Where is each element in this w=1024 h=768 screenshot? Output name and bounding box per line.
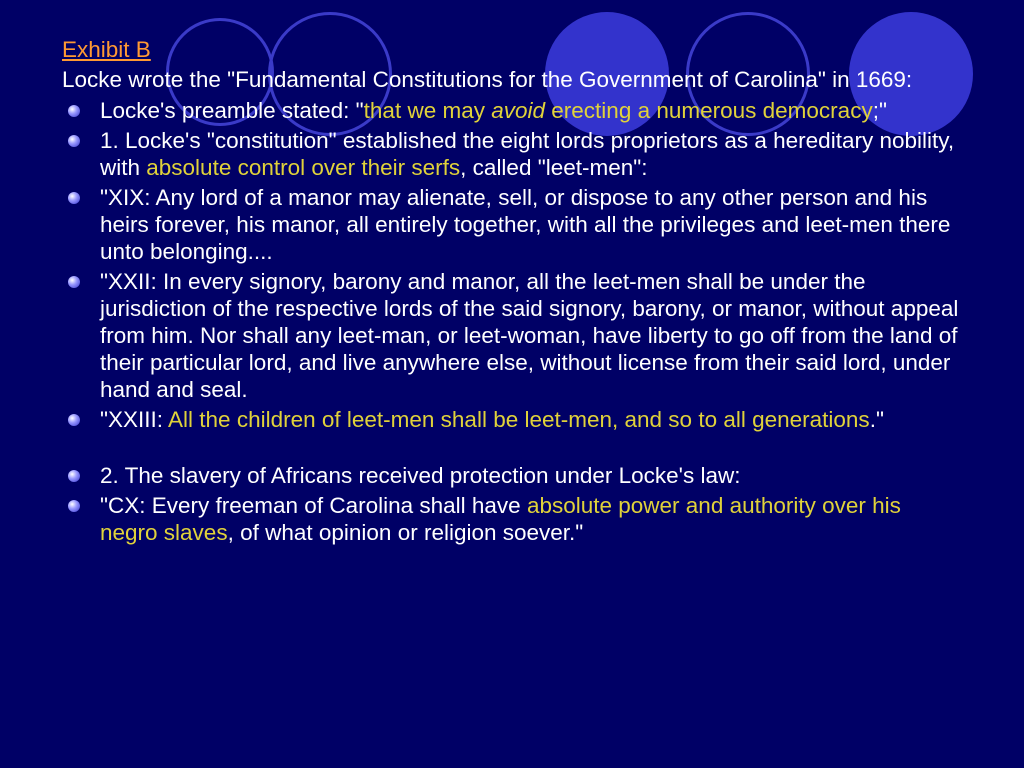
bullet-text: "XXII: In every signory, barony and manor, all the leet-men shall be under the jurisdiction of the respective lords of the said signory, barony, or manor, without appeal from him. Nor shall any leet-man, or leet-woman, have liberty to go off from the land of their particular lord, and live anywhere else, without license from their said lord, under hand and seal. [100, 269, 959, 402]
bullet-text: , of what opinion or religion soever." [227, 520, 584, 545]
highlighted-text: absolute power and authority over his negro slaves [100, 493, 901, 545]
list-item [62, 406, 962, 433]
bullet-text: , called "leet-men": [460, 155, 648, 180]
bullet-icon [68, 105, 80, 117]
bullet-text: 2. The slavery of Africans received protection under Locke's law: [100, 463, 741, 488]
highlighted-segment: that we may [363, 98, 492, 123]
bullet-icon [68, 192, 80, 204]
bullet-text: "XXIII: [100, 407, 169, 432]
highlighted-text: absolute control over their serfs [146, 155, 461, 180]
highlighted-text: All the children of leet-men shall be leet-men, and so to all generations [168, 407, 870, 432]
bullet-text: Locke's preamble stated: " [100, 98, 364, 123]
bullet-text: "XIX: Any lord of a manor may alienate, sell, or dispose to any other person and his heirs forever, his manor, all entirely together, with all the privileges and leet-men there unto belonging.... [100, 185, 951, 264]
bullet-text: ;" [872, 98, 887, 123]
bullet-icon [68, 470, 80, 482]
highlighted-text [364, 98, 873, 123]
list-item [62, 184, 962, 265]
list-item [62, 492, 962, 546]
bullet-text: ." [869, 407, 884, 432]
italic-highlighted-text: avoid [491, 98, 546, 123]
list-item [62, 462, 962, 489]
slide-body [62, 36, 962, 549]
bullet-text: 1. Locke's "constitution" established the eight lords proprietors as a hereditary nobility, with [100, 128, 955, 180]
list-item [62, 268, 962, 403]
intro-text: Locke wrote the "Fundamental Constitutions for the Government of Carolina" in 1669: [62, 67, 913, 92]
bullet-list [62, 97, 962, 546]
bullet-text: "CX: Every freeman of Carolina shall have [100, 493, 527, 518]
bullet-icon [68, 276, 80, 288]
highlighted-segment: erecting a numerous democracy [545, 98, 873, 123]
bullet-icon [68, 414, 80, 426]
list-item [62, 127, 962, 181]
list-item [62, 97, 962, 124]
bullet-icon [68, 135, 80, 147]
bullet-icon [68, 500, 80, 512]
slide-title: Exhibit B [62, 37, 151, 62]
